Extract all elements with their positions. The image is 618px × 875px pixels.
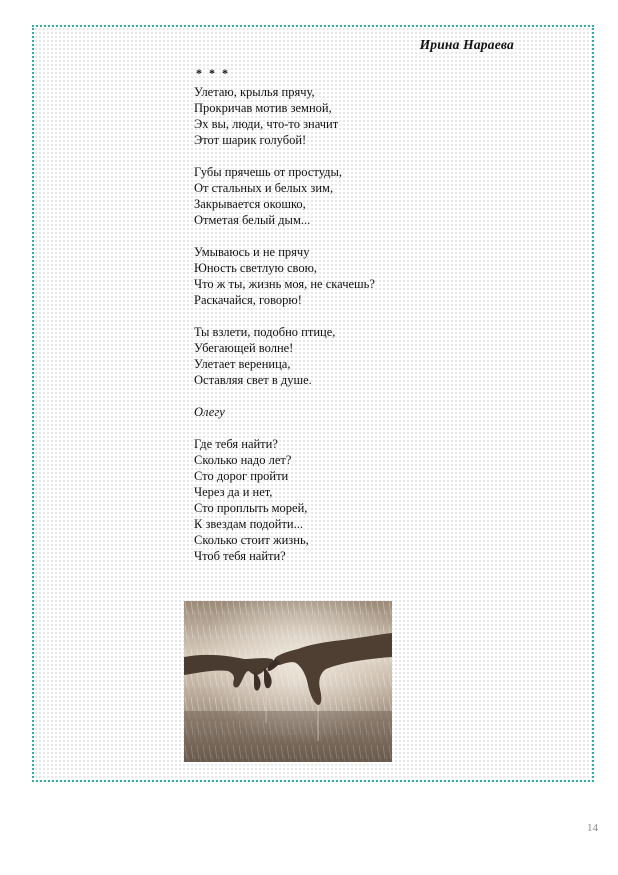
stanza-2 bbox=[194, 164, 494, 228]
poem-line: Оставляя свет в душе. bbox=[194, 373, 312, 387]
poem-line: Умываюсь и не прячу bbox=[194, 245, 310, 259]
poem-line: К звездам подойти... bbox=[194, 517, 303, 531]
poem-line: Сто проплыть морей, bbox=[194, 501, 308, 515]
stanza-4 bbox=[194, 324, 494, 388]
poem-line: Где тебя найти? bbox=[194, 437, 278, 451]
stanza-5 bbox=[194, 436, 494, 564]
dedication: Олегу bbox=[194, 405, 225, 419]
author-name: Ирина Нараева bbox=[419, 37, 514, 52]
poem-line: Этот шарик голубой! bbox=[194, 133, 307, 147]
poem-line: Улетаю, крылья прячу, bbox=[194, 85, 315, 99]
poem-line: От стальных и белых зим, bbox=[194, 181, 334, 195]
poem-line: Ты взлети, подобно птице, bbox=[194, 325, 336, 339]
poem-line: Юность светлую свою, bbox=[194, 261, 318, 275]
hands-in-rain-photo bbox=[184, 601, 392, 762]
stanza-3 bbox=[194, 244, 494, 308]
poem-line: Закрывается окошко, bbox=[194, 197, 306, 211]
poem-line: Отметая белый дым... bbox=[194, 213, 311, 227]
poem-line: Улетает вереница, bbox=[194, 357, 291, 371]
poem-line: Эх вы, люди, что-то значит bbox=[194, 117, 339, 131]
poem-line: Губы прячешь от простуды, bbox=[194, 165, 343, 179]
poem-line: Сто дорог пройти bbox=[194, 469, 289, 483]
poem-line: Прокричав мотив земной, bbox=[194, 101, 332, 115]
poem-line: Сколько стоит жизнь, bbox=[194, 533, 309, 547]
poem-line: Через да и нет, bbox=[194, 485, 273, 499]
page-number: 14 bbox=[587, 822, 598, 834]
poem-line: Сколько надо лет? bbox=[194, 453, 292, 467]
poem-heading-stars: * * * bbox=[196, 66, 230, 80]
poem-block bbox=[194, 66, 494, 580]
poem-line: Раскачайся, говорю! bbox=[194, 293, 302, 307]
stanza-1 bbox=[194, 84, 494, 148]
poem-line: Что ж ты, жизнь моя, не скачешь? bbox=[194, 277, 375, 291]
poem-line: Убегающей волне! bbox=[194, 341, 294, 355]
poem-line: Чтоб тебя найти? bbox=[194, 549, 286, 563]
